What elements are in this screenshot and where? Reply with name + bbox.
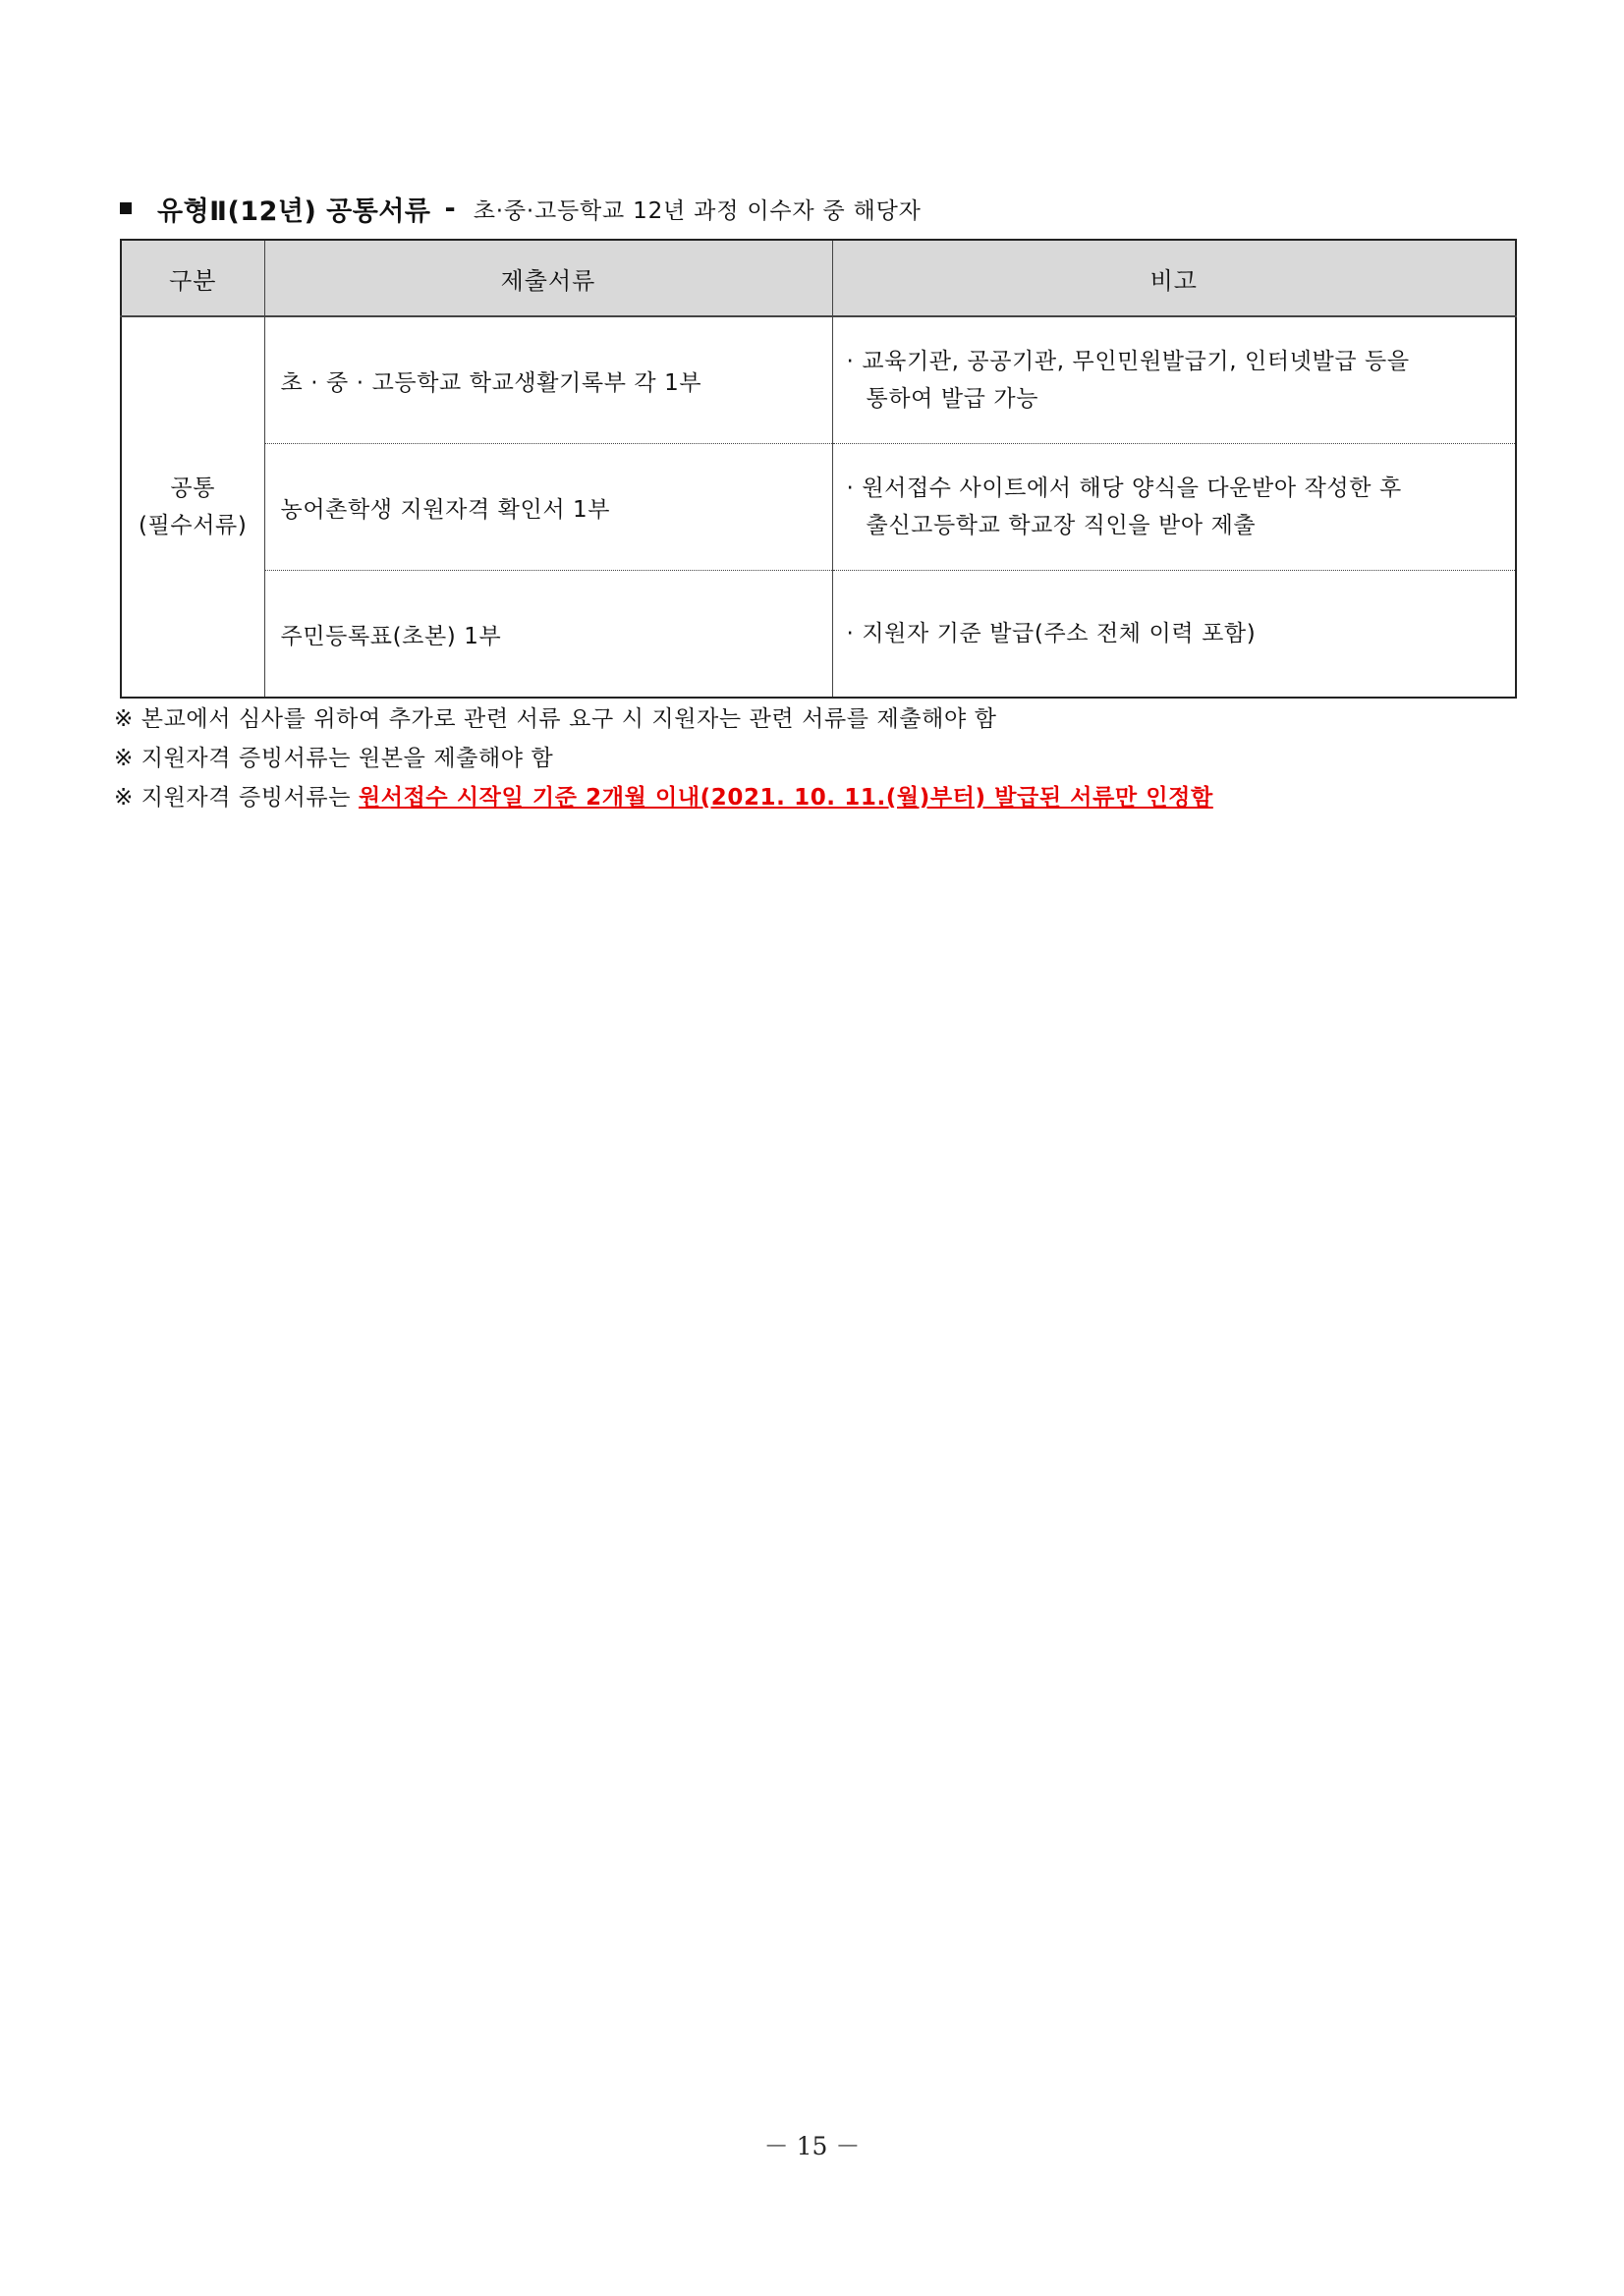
documents-table: [120, 239, 1517, 699]
section-subtitle: 초·중·고등학교 12년 과정 이수자 중 해당자: [473, 197, 922, 224]
square-bullet-icon: [120, 202, 132, 214]
header-remarks: 비고: [832, 240, 1516, 316]
remark-cell: [832, 571, 1516, 699]
section-heading: [120, 187, 922, 230]
footnote-original-docs: ※ 지원자격 증빙서류는 원본을 제출해야 함: [114, 746, 554, 771]
document-cell: 농어촌학생 지원자격 확인서 1부: [264, 444, 832, 571]
table-row: [121, 316, 1516, 444]
remark-line: 통하여 발급 가능: [866, 386, 1039, 412]
footnote-issue-period-emphasis: 원서접수 시작일 기준 2개월 이내(2021. 10. 11.(월)부터) 발급된 서류만 인정함: [358, 785, 1213, 811]
section-title-dash: -: [444, 193, 456, 224]
remark-cell: [832, 444, 1516, 571]
section-title: 유형Ⅱ(12년) 공통서류: [157, 196, 431, 227]
category-cell: [121, 316, 264, 698]
document-cell: 주민등록표(초본) 1부: [264, 571, 832, 699]
header-category: 구분: [121, 240, 264, 316]
page-number: － 15 －: [763, 2132, 861, 2160]
category-label: 공통: [170, 476, 216, 501]
table-header-row: [121, 240, 1516, 316]
header-documents: 제출서류: [264, 240, 832, 316]
remark-line: · 원서접수 사이트에서 해당 양식을 다운받아 작성한 후: [846, 476, 1402, 501]
footnote-additional-docs: ※ 본교에서 심사를 위하여 추가로 관련 서류 요구 시 지원자는 관련 서류를 제출해야 함: [114, 706, 997, 732]
footnote-issue-period-prefix: ※ 지원자격 증빙서류는: [114, 785, 359, 811]
remark-line: · 지원자 기준 발급(주소 전체 이력 포함): [846, 621, 1257, 646]
footnotes: [114, 700, 1213, 817]
category-sublabel: (필수서류): [139, 513, 248, 538]
table-row: [121, 571, 1516, 699]
remark-line: · 교육기관, 공공기관, 무인민원발급기, 인터넷발급 등을: [846, 349, 1410, 374]
document-cell: 초 · 중 · 고등학교 학교생활기록부 각 1부: [264, 316, 832, 444]
remark-line: 출신고등학교 학교장 직인을 받아 제출: [866, 513, 1257, 538]
remark-cell: [832, 316, 1516, 444]
footnote-issue-period: [114, 778, 1213, 817]
table-row: [121, 444, 1516, 571]
